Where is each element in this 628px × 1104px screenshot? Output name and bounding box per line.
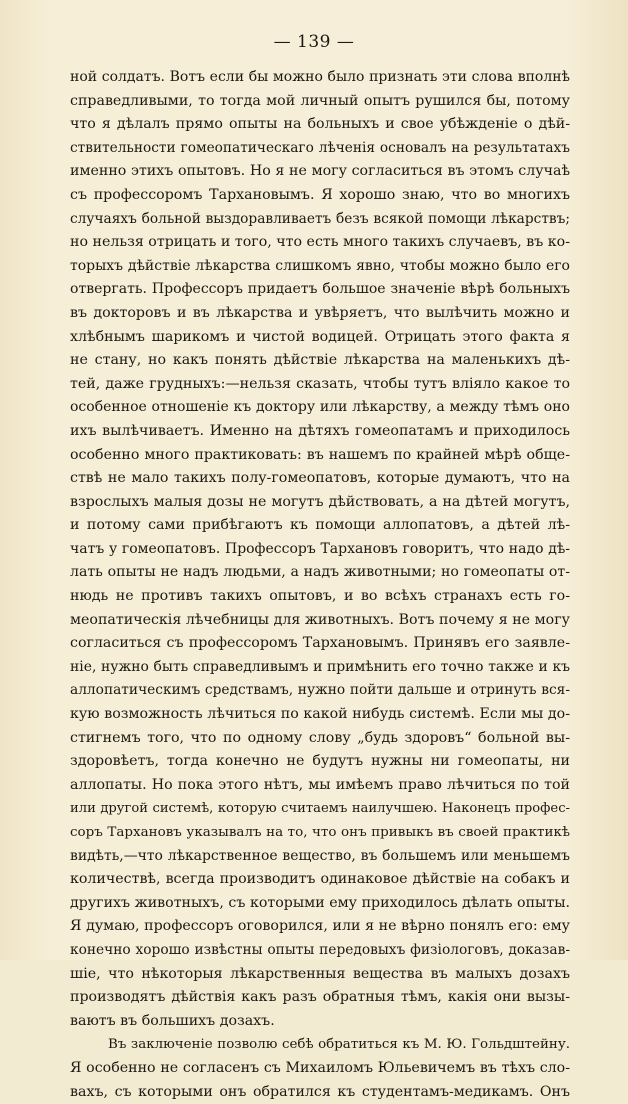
text-line: видѣть,—что лѣкарственное вещество, въ большемъ или меньшемъ [70, 847, 570, 864]
text-line: ствительности гомеопатическаго лѣченія основалъ на результатахъ [70, 139, 570, 156]
text-line: торыхъ дѣйствіе лѣкарства слишкомъ явно, чтобы можно было его [70, 257, 570, 274]
text-line: аллопаты. Но пока этого нѣтъ, мы имѣемъ право лѣчиться по той [70, 776, 570, 793]
text-line: чатъ у гомеопатовъ. Профессоръ Тархановъ говоритъ, что надо дѣ- [70, 540, 570, 557]
text-line: стигнемъ того, что по одному слову „будь здоровъ“ больной вы- [70, 729, 570, 746]
text-line: ствѣ не мало такихъ полу-гомеопатовъ, которые думаютъ, что на [70, 470, 570, 487]
text-line: отвергать. Профессоръ придаетъ большое значеніе вѣрѣ больныхъ [70, 281, 570, 298]
text-line: Я думаю, профессоръ оговорился, или я не вѣрно понялъ его: ему [70, 918, 570, 935]
text-line: согласиться съ профессоромъ Тархановымъ. Принявъ его заявле- [70, 635, 570, 652]
text-line-paragraph-start: Въ заключеніе позволю себѣ обратиться къ М. Ю. Гольдштейну. [108, 1037, 570, 1053]
text-line: и потому сами прибѣгаютъ къ помощи аллопатовъ, а дѣтей лѣ- [70, 517, 570, 534]
text-line: хлѣбнымъ шарикомъ и чистой водицей. Отрицать этого факта я [70, 328, 570, 345]
body-text [70, 66, 570, 1104]
text-line: но нельзя отрицать и того, что есть много такихъ случаевъ, въ ко- [70, 234, 570, 251]
text-line: ихъ вылѣчиваетъ. Именно на дѣтяхъ гомеопатамъ и приходилось [70, 422, 570, 439]
text-line: ніе, нужно быть справедливымъ и примѣнить его точно также и къ [70, 658, 570, 675]
text-line: здоровѣетъ, тогда конечно не будутъ нужны ни гомеопаты, ни [70, 753, 570, 770]
text-line: аллопатическимъ средствамъ, нужно пойти дальше и отринуть вся- [70, 682, 570, 699]
text-line: шіе, что нѣкоторыя лѣкарственныя вещества въ малыхъ дозахъ [70, 965, 570, 982]
text-line: случаяхъ больной выздоравливаетъ безъ всякой помощи лѣкарствъ; [70, 210, 570, 227]
text-line: лать опыты не надъ людьми, а надъ животными; но гомеопаты от- [70, 564, 570, 581]
text-line: Я особенно не согласенъ съ Михаиломъ Юльевичемъ въ тѣхъ сло- [70, 1059, 570, 1076]
text-line: тей, даже грудныхъ:—нельзя сказать, чтобы тутъ вліяло какое то [70, 375, 570, 392]
text-line: что я дѣлалъ прямо опыты на больныхъ и свое убѣжденіе о дѣй- [70, 116, 570, 133]
page-number: — 139 — [273, 32, 355, 52]
text-line: или другой системѣ, которую считаемъ наилучшею. Наконецъ профес- [70, 801, 570, 817]
text-line: въ докторовъ и въ лѣкарства и увѣряетъ, что вылѣчить можно и [70, 304, 570, 321]
text-line: производятъ дѣйствія какъ разъ обратныя тѣмъ, какія они вызы- [70, 989, 570, 1006]
text-line: особенное отношеніе къ доктору или лѣкарству, а между тѣмъ оно [70, 399, 570, 416]
text-line: не стану, но какъ понять дѣйствіе лѣкарства на маленькихъ дѣ- [70, 352, 570, 369]
text-line: другихъ животныхъ, съ которыми ему приходилось дѣлать опыты. [70, 894, 570, 911]
text-line: соръ Тархановъ указывалъ на то, что онъ привыкъ въ своей практикѣ [70, 824, 570, 840]
text-line: справедливыми, то тогда мой личный опытъ рушился бы, потому [70, 92, 570, 109]
text-line: ной солдатъ. Вотъ если бы можно было признать эти слова вполнѣ [70, 69, 570, 85]
text-line: меопатическія лѣчебницы для животныхъ. Вотъ почему я не могу [70, 611, 570, 628]
text-line: вахъ, съ которыми онъ обратился къ студентамъ-медикамъ. Онъ [70, 1083, 570, 1100]
text-line: конечно хорошо извѣстны опыты передовыхъ физіологовъ, доказав- [70, 941, 570, 958]
text-line: нюдь не противъ такихъ опытовъ, и во всѣхъ странахъ есть го- [70, 588, 570, 605]
text-line: количествѣ, всегда производитъ одинаковое дѣйствіе на собакъ и [70, 871, 570, 888]
text-line-paragraph-end: ваютъ въ большихъ дозахъ. [70, 1012, 275, 1029]
text-line: особенно много практиковать: въ нашемъ по крайней мѣрѣ обще- [70, 446, 570, 463]
text-line: взрослыхъ малыя дозы не могутъ дѣйствовать, а на дѣтей могутъ, [70, 493, 570, 510]
text-line: именно этихъ опытовъ. Но я не могу согласиться въ этомъ случаѣ [70, 163, 570, 180]
text-line: кую возможность лѣчиться по какой нибудь системѣ. Если мы до- [70, 706, 570, 723]
text-line: съ профессоромъ Тархановымъ. Я хорошо знаю, что во многихъ [70, 186, 570, 203]
